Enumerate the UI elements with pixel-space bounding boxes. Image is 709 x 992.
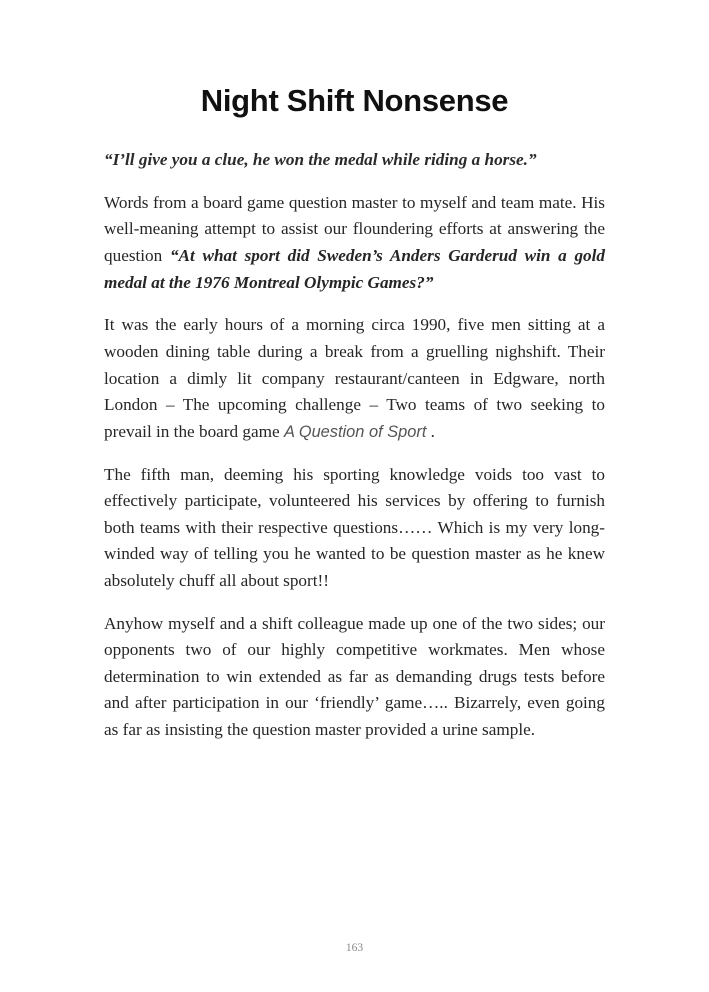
game-title: A Question of Sport	[283, 422, 427, 441]
paragraph-2	[104, 312, 605, 445]
paragraph-4	[104, 611, 605, 744]
opening-quote-paragraph	[104, 147, 605, 174]
paragraph-1	[104, 190, 605, 296]
quiz-question: “At what sport did Sweden’s Anders Garderud win a gold medal at the 1976 Montreal Olympic Games?”	[104, 245, 605, 292]
paragraph-2-text: It was the early hours of a morning circa 1990, five men sitting at a wooden dining table during a break from a gruelling nighshift. Their location a dimly lit company restaurant/canteen in Edgware, north London – The upcoming challenge – Two teams of two seeking to prevail in the board game	[104, 315, 605, 441]
chapter-body	[104, 147, 605, 760]
chapter-title: Night Shift Nonsense	[200, 83, 509, 118]
paragraph-1-text: Words from a board game question master to myself and team mate. His well-meaning attempt to assist our floundering efforts at answering the question	[104, 192, 605, 265]
opening-quote: “I’ll give you a clue, he won the medal while riding a horse.”	[104, 150, 537, 169]
page-number: 163	[345, 942, 364, 954]
paragraph-2-end: .	[426, 421, 435, 441]
paragraph-3-text: The fifth man, deeming his sporting knowledge voids too vast to effectively participate, volunteered his services by offering to furnish both teams with their respective questions…… Which is my very long-winded way of telling you he wanted to be question master as he knew absolutely chuff all about sport!!	[104, 464, 605, 590]
paragraph-3	[104, 462, 605, 595]
paragraph-4-text: Anyhow myself and a shift colleague made up one of the two sides; our opponents two of our highly competitive workmates. Men whose determination to win extended as far as demanding drugs tests before and after participation in our ‘friendly’ game….. Bizarrely, even going as far as insisting the question master provided a urine sample.	[104, 613, 605, 740]
